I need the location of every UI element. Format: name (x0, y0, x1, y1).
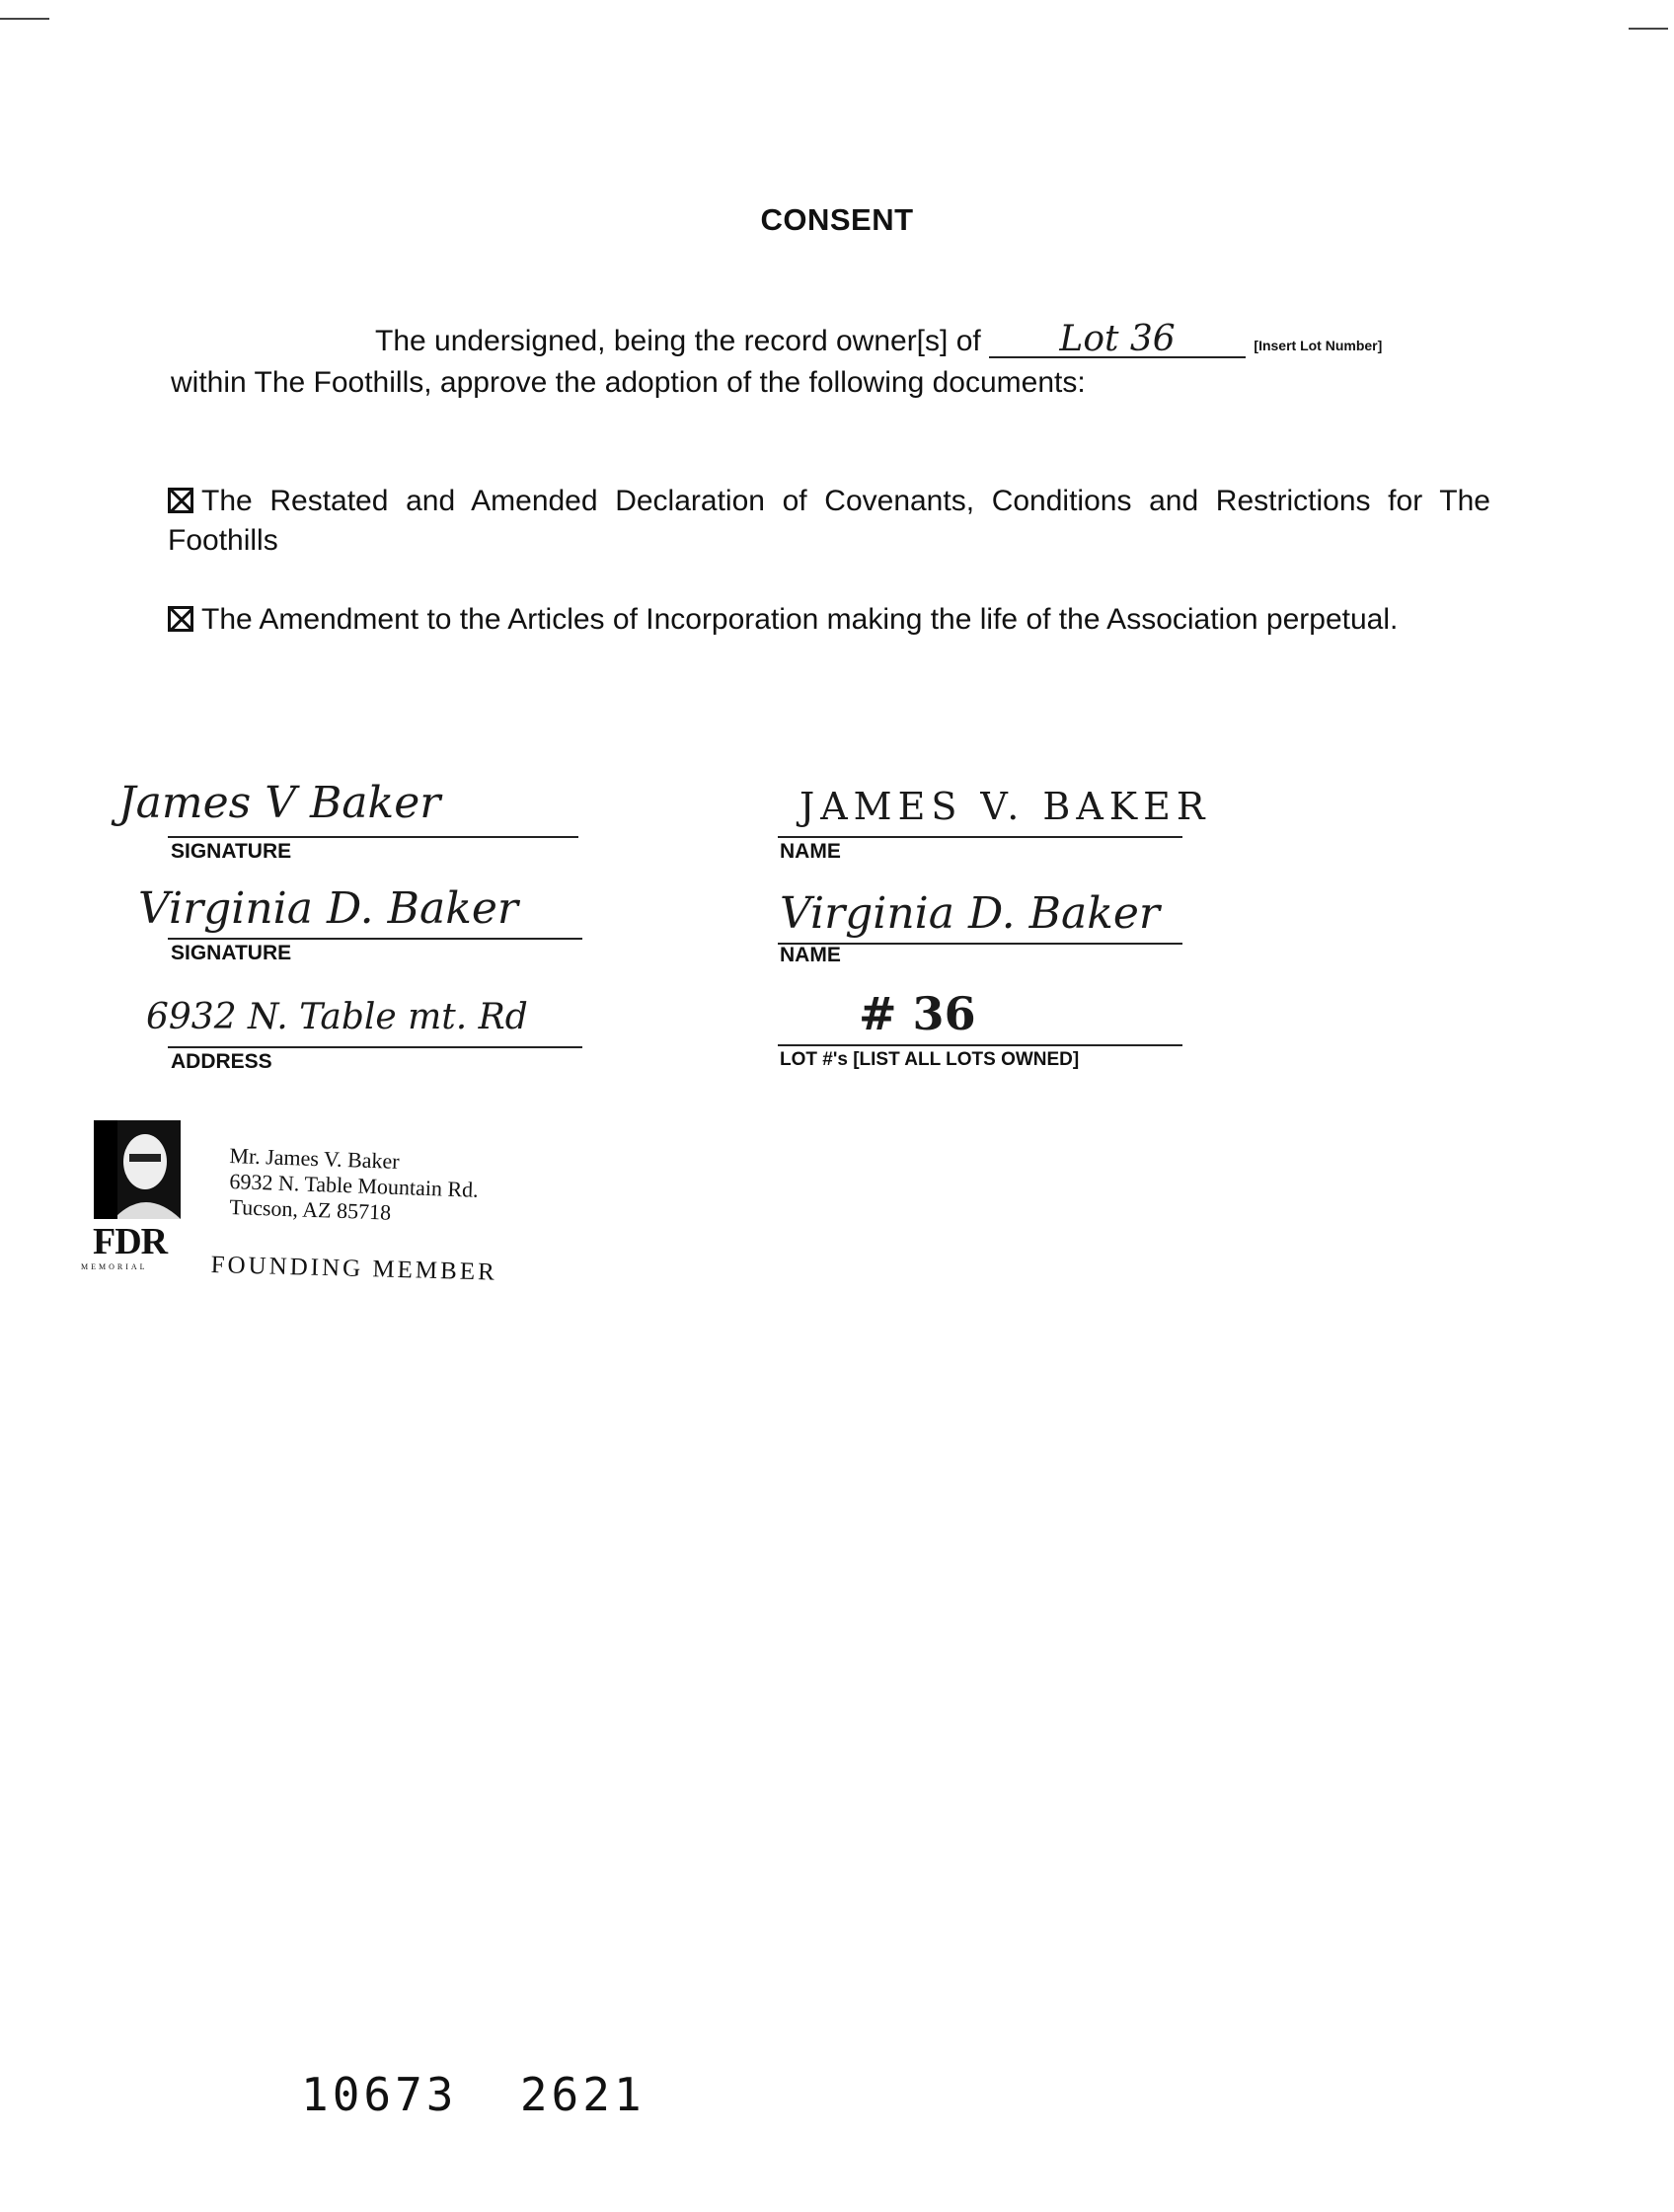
name-1-line (778, 836, 1182, 838)
stamp-city: Tucson, AZ 85718 (229, 1194, 392, 1225)
lot-numbers-line (778, 1044, 1182, 1046)
signature-2-handwritten: Virginia D. Baker (138, 883, 518, 934)
signature-2-line (168, 938, 582, 940)
name-2-label: NAME (780, 944, 841, 966)
scan-mark-right (1629, 28, 1668, 30)
fdr-logo-sub: MEMORIAL (81, 1262, 148, 1271)
lot-numbers-label: LOT #'s [LIST ALL LOTS OWNED] (780, 1049, 1080, 1070)
fdr-logo-text: FDR (93, 1221, 168, 1262)
signature-1-label: SIGNATURE (171, 840, 292, 863)
lot-number-handwritten: Lot 36 (989, 323, 1246, 358)
intro-line-1 (375, 319, 1609, 365)
document-item-1-text: The Restated and Amended Declaration of Covenants, Conditions and Restrictions for The Foothills (168, 485, 1490, 557)
signature-2-label: SIGNATURE (171, 942, 292, 964)
insert-lot-hint: [Insert Lot Number] (1254, 338, 1383, 353)
document-item-1 (168, 482, 1490, 561)
page-title: CONSENT (760, 202, 914, 237)
document-item-2 (168, 600, 1490, 640)
scan-mark-left (0, 18, 49, 20)
address-label: ADDRESS (171, 1050, 272, 1073)
stamp-tagline: FOUNDING MEMBER (210, 1252, 498, 1286)
name-1-label: NAME (780, 840, 841, 863)
stamp-street: 6932 N. Table Mountain Rd. (229, 1169, 480, 1202)
stamp-name: Mr. James V. Baker (229, 1143, 401, 1174)
intro-prefix: The undersigned, being the record owner[s] of (375, 325, 981, 357)
intro-line-2: within The Foothills, approve the adoption of the following documents: (171, 366, 1086, 399)
document-number: 10673 2621 (301, 2068, 646, 2121)
address-handwritten: 6932 N. Table mt. Rd (146, 997, 528, 1037)
signature-1-line (168, 836, 578, 838)
name-1-handwritten: JAMES V. BAKER (799, 785, 1211, 828)
checkbox-checked-icon[interactable] (168, 488, 193, 513)
document-item-2-text: The Amendment to the Articles of Incorporation making the life of the Association perpetual. (201, 603, 1399, 636)
portrait-icon (94, 1120, 181, 1219)
name-2-handwritten: Virginia D. Baker (780, 888, 1160, 939)
address-line (168, 1046, 582, 1048)
fdr-portrait-logo (94, 1120, 181, 1219)
lot-numbers-handwritten: # 36 (859, 987, 976, 1040)
signature-1-handwritten: James V Baker (118, 778, 441, 828)
checkbox-checked-icon[interactable] (168, 606, 193, 632)
